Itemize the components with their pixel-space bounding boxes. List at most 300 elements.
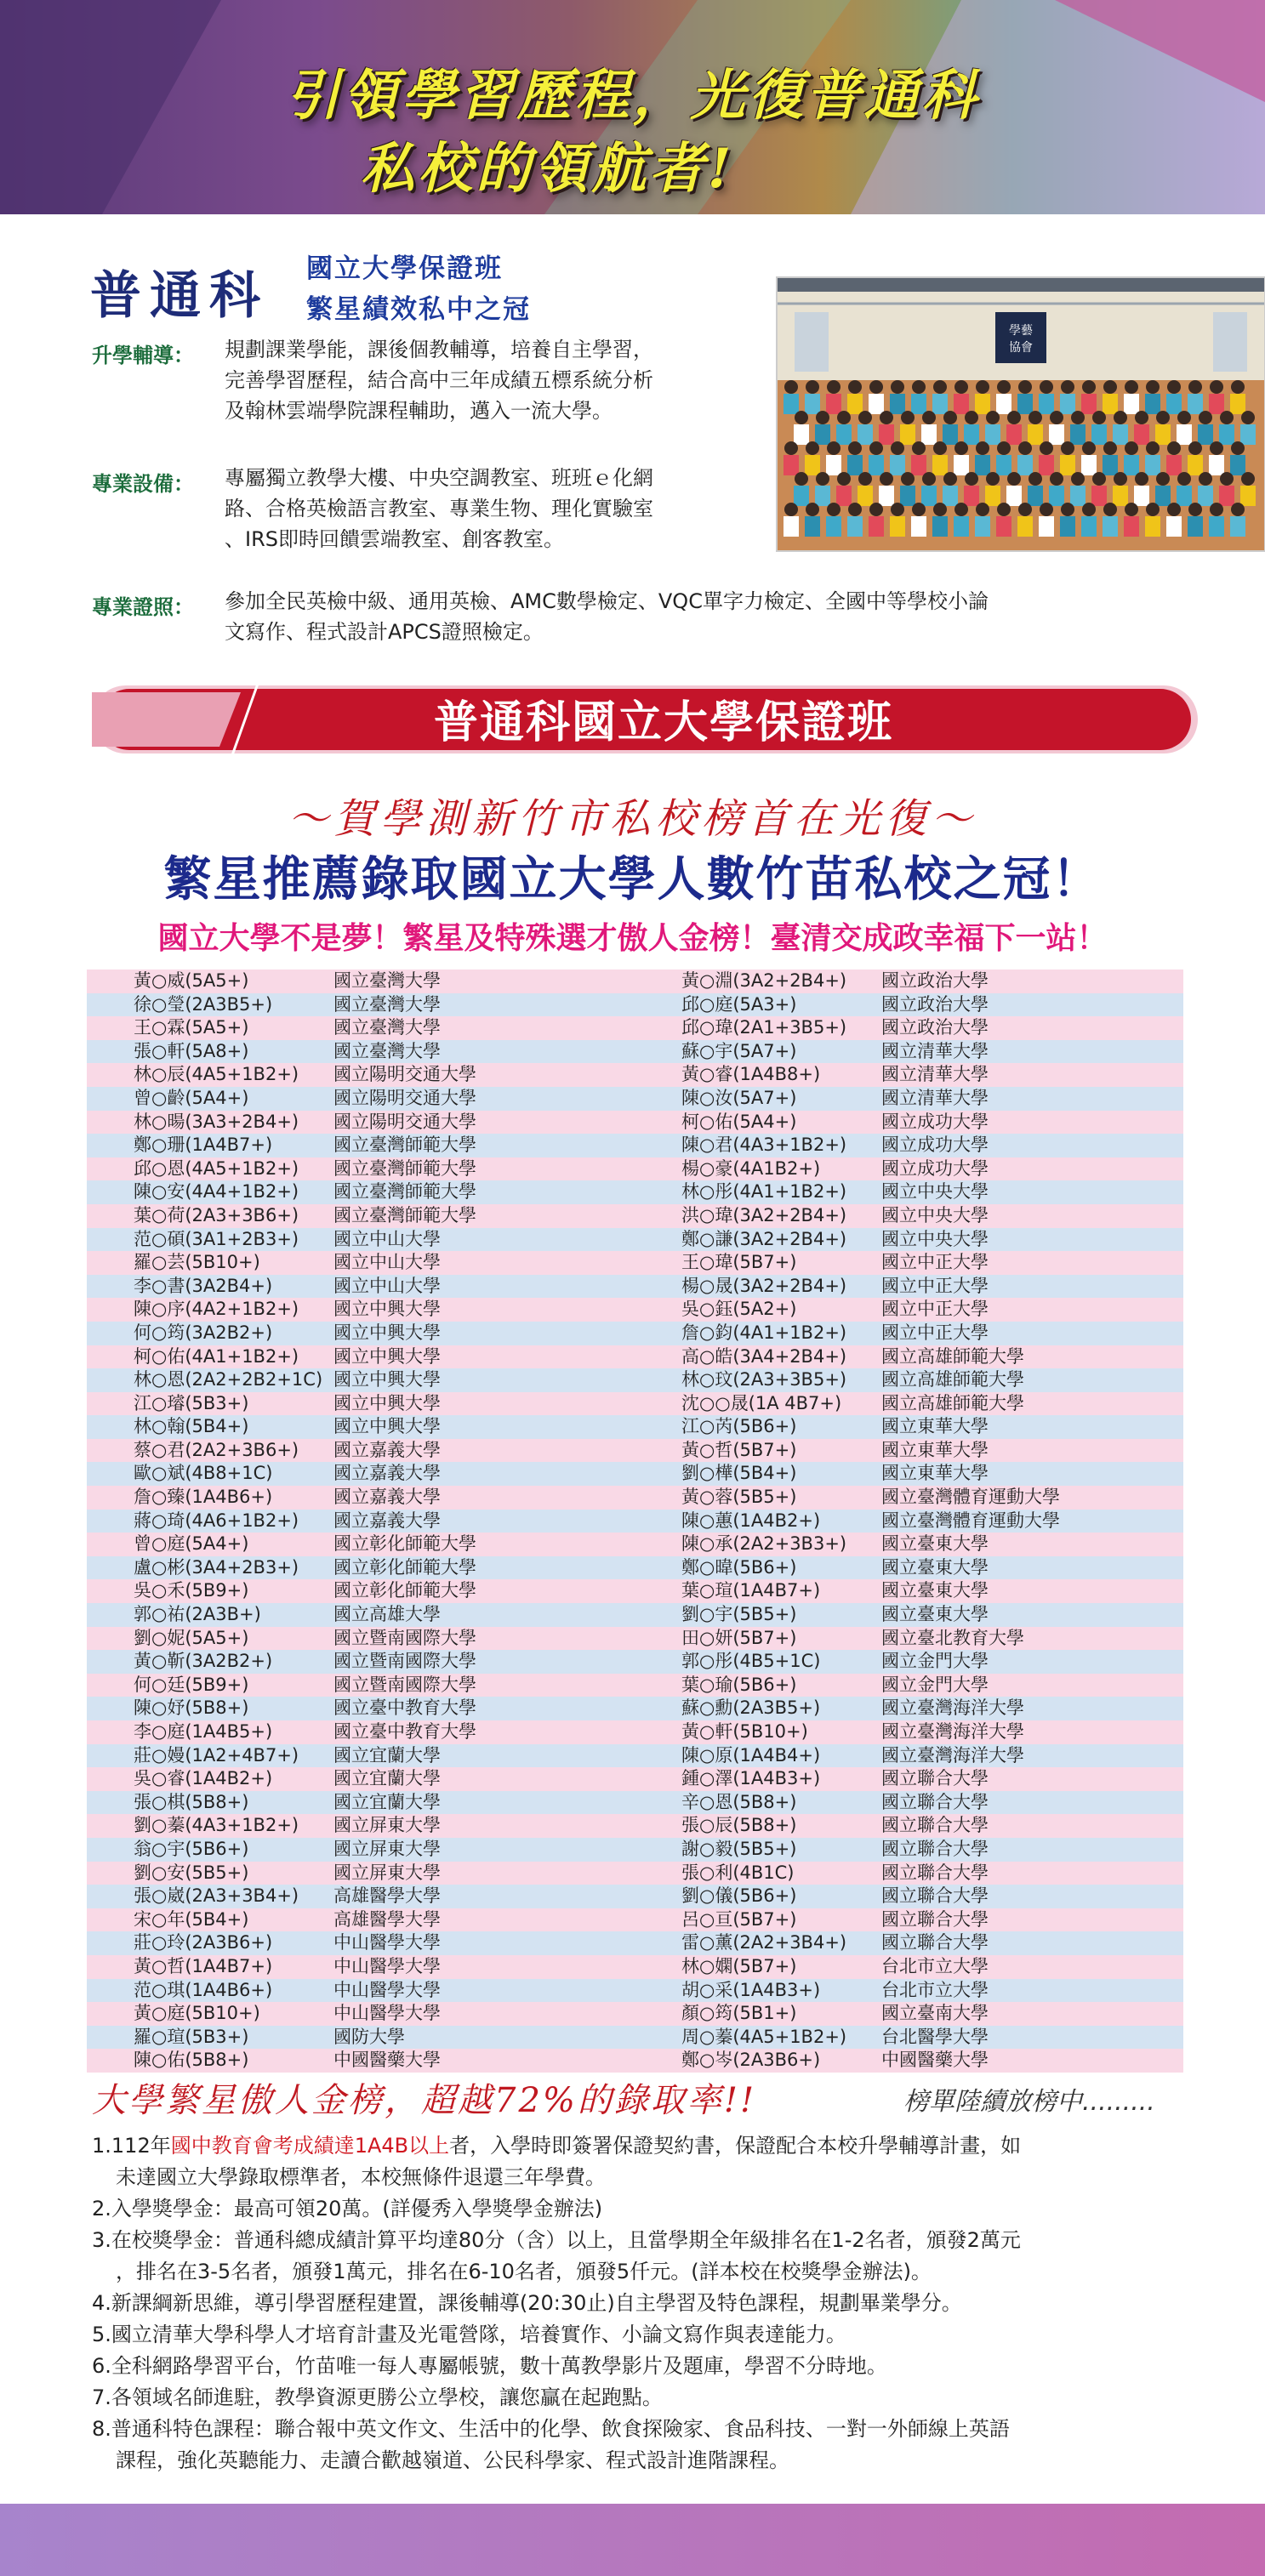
table-row <box>87 1251 635 1275</box>
student-name: 葉○荷(2A3+3B6+) <box>134 1204 299 1225</box>
table-row <box>635 1603 1183 1627</box>
university-name: 中山醫學大學 <box>333 1979 441 2000</box>
feature-text-certification <box>225 586 989 647</box>
student-name: 范○琪(1A4B6+) <box>134 1979 273 2000</box>
university-name: 國立清華大學 <box>881 1087 989 1108</box>
table-row <box>87 1979 635 2003</box>
student-name: 陳○佑(5B8+) <box>134 2050 249 2071</box>
feature-line: 專屬獨立教學大樓、中央空調教室、班班ｅ化網 <box>225 466 653 490</box>
student-name: 陳○君(4A3+1B2+) <box>681 1134 847 1156</box>
student-name: 莊○嫚(1A2+4B7+) <box>134 1744 299 1766</box>
footer-bar <box>0 2504 1265 2576</box>
table-row <box>87 1556 635 1580</box>
table-row <box>635 1345 1183 1369</box>
table-row <box>635 2026 1183 2050</box>
table-row <box>87 1087 635 1111</box>
student-name: 黃○威(5A5+) <box>134 970 249 991</box>
note-2: 2.入學獎學金：最高可領20萬。(詳優秀入學獎學金辦法) <box>92 2197 603 2221</box>
table-row <box>87 1885 635 1908</box>
table-row <box>635 1322 1183 1345</box>
note-6: 6.全科網路學習平台，竹苗唯一每人專屬帳號，數十萬教學影片及題庫，學習不分時地。 <box>92 2354 887 2378</box>
university-name: 高雄醫學大學 <box>333 1908 441 1930</box>
student-name: 柯○佑(4A1+1B2+) <box>134 1345 299 1367</box>
student-name: 蔣○琦(4A6+1B2+) <box>134 1510 299 1531</box>
university-name: 國立臺東大學 <box>881 1580 989 1601</box>
university-name: 國立臺灣大學 <box>333 993 441 1015</box>
university-name: 國立臺灣大學 <box>333 1017 441 1038</box>
student-name: 邱○恩(4A5+1B2+) <box>134 1157 299 1179</box>
university-name: 國立高雄大學 <box>333 1604 441 1625</box>
university-name: 國立臺灣海洋大學 <box>881 1721 1024 1742</box>
university-name: 國立清華大學 <box>881 1064 989 1085</box>
banner-title <box>0 60 1265 206</box>
student-name: 陳○原(1A4B4+) <box>681 1744 821 1766</box>
table-row <box>635 1204 1183 1228</box>
promo-text: 大學繁星傲人金榜，超越72%的錄取率!! <box>92 2081 757 2120</box>
university-name: 國立金門大學 <box>881 1674 989 1695</box>
university-name: 國立東華大學 <box>881 1416 989 1437</box>
table-row <box>87 1814 635 1838</box>
student-name: 高○皓(3A4+2B4+) <box>681 1345 847 1367</box>
student-name: 柯○佑(5A4+) <box>681 1111 797 1132</box>
table-row <box>635 1627 1183 1651</box>
table-row <box>635 1814 1183 1838</box>
table-row <box>87 1180 635 1204</box>
student-name: 黃○睿(1A4B8+) <box>681 1064 821 1085</box>
university-name: 國立臺灣師範大學 <box>333 1134 476 1156</box>
table-row <box>87 1931 635 1955</box>
note-5: 5.國立清華大學科學人才培育計畫及光電營隊，培養實作、小論文寫作與表達能力。 <box>92 2323 846 2346</box>
student-name: 劉○儀(5B6+) <box>681 1885 797 1907</box>
university-name: 國立聯合大學 <box>881 1932 989 1953</box>
student-name: 林○翰(5B4+) <box>134 1416 249 1437</box>
student-name: 翁○宇(5B6+) <box>134 1838 249 1859</box>
table-row <box>87 1627 635 1651</box>
student-name: 李○書(3A2B4+) <box>134 1275 273 1296</box>
headline: 繁星推薦錄取國立大學人數竹苗私校之冠！ <box>163 852 1102 907</box>
student-name: 劉○樺(5B4+) <box>681 1463 797 1484</box>
more-results-text: 榜單陸續放榜中......... <box>903 2087 1155 2117</box>
table-row <box>635 1838 1183 1862</box>
table-row <box>87 1510 635 1533</box>
table-row <box>635 1510 1183 1533</box>
university-name: 國立聯合大學 <box>881 1838 989 1859</box>
university-name: 國立屏東大學 <box>333 1815 441 1836</box>
student-name: 張○辰(5B8+) <box>681 1815 797 1836</box>
university-name: 國立臺南大學 <box>881 2003 989 2024</box>
table-row <box>635 1697 1183 1720</box>
table-row <box>635 1228 1183 1252</box>
table-row <box>635 1063 1183 1087</box>
university-name: 國立成功大學 <box>881 1111 989 1132</box>
table-row <box>635 1931 1183 1955</box>
student-name: 張○棋(5B8+) <box>134 1791 249 1812</box>
student-name: 雷○薰(2A2+3B4+) <box>681 1932 847 1953</box>
table-row <box>87 1368 635 1392</box>
table-row <box>87 1345 635 1369</box>
student-name: 林○嫻(5B7+) <box>681 1955 797 1976</box>
table-row <box>635 1650 1183 1674</box>
university-name: 國防大學 <box>333 2026 405 2047</box>
table-row <box>635 1486 1183 1510</box>
table-row <box>635 1533 1183 1556</box>
student-name: 楊○晟(3A2+2B4+) <box>681 1275 847 1296</box>
university-name: 國立東華大學 <box>881 1439 989 1460</box>
student-name: 辛○恩(5B8+) <box>681 1791 797 1812</box>
university-name: 國立聯合大學 <box>881 1791 989 1812</box>
table-row <box>635 1180 1183 1204</box>
student-name: 林○辰(4A5+1B2+) <box>134 1064 299 1085</box>
table-row <box>87 1908 635 1932</box>
university-name: 國立聯合大學 <box>881 1885 989 1907</box>
university-name: 國立中山大學 <box>333 1275 441 1296</box>
university-name: 國立暨南國際大學 <box>333 1674 476 1695</box>
student-name: 吳○睿(1A4B2+) <box>134 1768 273 1789</box>
feature-label-guidance: 升學輔導： <box>92 344 194 367</box>
table-row <box>87 1603 635 1627</box>
student-name: 黃○淵(3A2+2B4+) <box>681 970 847 991</box>
student-name: 田○妍(5B7+) <box>681 1627 797 1648</box>
student-name: 王○瑋(5B7+) <box>681 1252 797 1273</box>
student-name: 蘇○宇(5A7+) <box>681 1040 797 1061</box>
table-row <box>635 1040 1183 1064</box>
student-name: 陳○承(2A2+3B3+) <box>681 1533 847 1555</box>
table-row <box>87 1720 635 1744</box>
university-name: 國立中正大學 <box>881 1322 989 1343</box>
table-row <box>87 1111 635 1134</box>
table-row <box>87 1298 635 1322</box>
note-4: 4.新課綱新思維，導引學習歷程建置，課後輔導(20:30止)自主學習及特色課程，規劃畢業學分。 <box>92 2291 962 2315</box>
university-name: 國立中正大學 <box>881 1252 989 1273</box>
university-name: 國立高雄師範大學 <box>881 1345 1024 1367</box>
student-name: 張○崴(2A3+3B4+) <box>134 1885 299 1907</box>
university-name: 國立臺灣大學 <box>333 970 441 991</box>
university-name: 國立清華大學 <box>881 1040 989 1061</box>
feature-line: 規劃課業學能，課後個教輔導，培養自主學習， <box>225 338 653 361</box>
table-row <box>635 1979 1183 2003</box>
table-row <box>87 1322 635 1345</box>
student-name: 陳○妤(5B8+) <box>134 1697 249 1719</box>
student-name: 張○利(4B1C) <box>681 1862 795 1883</box>
table-row <box>87 1767 635 1791</box>
university-name: 國立臺灣體育運動大學 <box>881 1510 1060 1531</box>
university-name: 國立臺灣大學 <box>333 1040 441 1061</box>
table-row <box>635 1275 1183 1299</box>
table-row <box>635 1720 1183 1744</box>
university-name: 國立彰化師範大學 <box>333 1533 476 1555</box>
university-name: 台北市立大學 <box>881 1979 989 2000</box>
university-name: 國立聯合大學 <box>881 1862 989 1883</box>
university-name: 國立嘉義大學 <box>333 1439 441 1460</box>
table-row <box>87 1228 635 1252</box>
table-row <box>635 993 1183 1017</box>
table-row <box>87 1697 635 1720</box>
student-name: 謝○毅(5B5+) <box>681 1838 797 1859</box>
table-row <box>87 1674 635 1697</box>
table-row <box>87 2049 635 2073</box>
university-name: 國立成功大學 <box>881 1134 989 1156</box>
student-name: 宋○年(5B4+) <box>134 1908 249 1930</box>
table-row <box>87 1415 635 1439</box>
table-row <box>635 1862 1183 1885</box>
student-name: 邱○庭(5A3+) <box>681 993 797 1015</box>
table-row <box>87 1838 635 1862</box>
table-row <box>87 1462 635 1486</box>
university-name: 國立暨南國際大學 <box>333 1651 476 1672</box>
university-name: 國立臺東大學 <box>881 1604 989 1625</box>
student-name: 羅○瑄(5B3+) <box>134 2026 249 2047</box>
university-name: 國立臺灣師範大學 <box>333 1204 476 1225</box>
university-name: 國立中央大學 <box>881 1181 989 1203</box>
university-name: 高雄醫學大學 <box>333 1885 441 1907</box>
university-name: 國立屏東大學 <box>333 1838 441 1859</box>
table-row <box>87 1533 635 1556</box>
student-name: 黃○庭(5B10+) <box>134 2003 260 2024</box>
table-row <box>87 2026 635 2050</box>
table-row <box>635 1111 1183 1134</box>
feature-line: 、IRS即時回饋雲端教室、創客教室。 <box>225 527 564 551</box>
table-row <box>635 1298 1183 1322</box>
university-name: 國立政治大學 <box>881 993 989 1015</box>
group-photo-illustration <box>778 278 1264 550</box>
university-name: 國立東華大學 <box>881 1463 989 1484</box>
university-name: 國立中央大學 <box>881 1228 989 1249</box>
table-row <box>87 2002 635 2026</box>
student-name: 葉○瑜(5B6+) <box>681 1674 797 1695</box>
table-row <box>635 1791 1183 1815</box>
student-name: 葉○瑄(1A4B7+) <box>681 1580 821 1601</box>
student-name: 蘇○勳(2A3B5+) <box>681 1697 821 1719</box>
student-name: 曾○庭(5A4+) <box>134 1533 249 1555</box>
subheadline: 國立大學不是夢！繁星及特殊選才傲人金榜！臺清交成政幸福下一站！ <box>157 921 1108 956</box>
student-name: 黃○哲(5B7+) <box>681 1439 797 1460</box>
table-row <box>635 1157 1183 1181</box>
university-name: 國立陽明交通大學 <box>333 1064 476 1085</box>
student-name: 江○璿(5B3+) <box>134 1392 249 1413</box>
banner-title-line1: 引領學習歷程，光復普通科 <box>285 64 980 128</box>
student-name: 詹○臻(1A4B6+) <box>134 1487 273 1508</box>
table-row <box>87 1955 635 1979</box>
university-name: 國立中山大學 <box>333 1228 441 1249</box>
student-name: 吳○鈺(5A2+) <box>681 1299 797 1320</box>
student-name: 顏○筠(5B1+) <box>681 2003 797 2024</box>
university-name: 國立中興大學 <box>333 1392 441 1413</box>
university-name: 國立中興大學 <box>333 1322 441 1343</box>
university-name: 國立政治大學 <box>881 970 989 991</box>
student-name: 呂○亘(5B7+) <box>681 1908 797 1930</box>
university-name: 中山醫學大學 <box>333 2003 441 2024</box>
university-name: 國立臺東大學 <box>881 1533 989 1555</box>
table-row <box>635 1955 1183 1979</box>
university-name: 國立高雄師範大學 <box>881 1369 1024 1390</box>
table-row <box>635 1415 1183 1439</box>
student-name: 李○庭(1A4B5+) <box>134 1721 273 1742</box>
university-name: 國立聯合大學 <box>881 1768 989 1789</box>
table-row <box>87 1791 635 1815</box>
results-table-right <box>635 970 1183 2073</box>
university-name: 國立成功大學 <box>881 1157 989 1179</box>
table-row <box>635 1908 1183 1932</box>
table-row <box>635 1134 1183 1157</box>
table-row <box>635 1462 1183 1486</box>
table-row <box>87 1392 635 1416</box>
feature-label-certification: 專業證照： <box>92 595 194 619</box>
student-name: 劉○宇(5B5+) <box>681 1604 797 1625</box>
student-name: 陳○序(4A2+1B2+) <box>134 1299 299 1320</box>
results-table-left <box>87 970 635 2073</box>
student-name: 劉○安(5B5+) <box>134 1862 249 1883</box>
university-name: 國立嘉義大學 <box>333 1510 441 1531</box>
university-name: 國立陽明交通大學 <box>333 1111 476 1132</box>
photo-sign-text: 學藝 <box>1009 324 1033 338</box>
student-name: 范○碩(3A1+2B3+) <box>134 1228 299 1249</box>
university-name: 國立臺東大學 <box>881 1556 989 1578</box>
table-row <box>635 1556 1183 1580</box>
student-name: 洪○瑋(3A2+2B4+) <box>681 1204 847 1225</box>
student-name: 林○恩(2A2+2B2+1C) <box>134 1369 323 1390</box>
university-name: 國立中興大學 <box>333 1299 441 1320</box>
table-row <box>87 1862 635 1885</box>
table-row <box>635 1439 1183 1463</box>
student-name: 盧○彬(3A4+2B3+) <box>134 1556 299 1578</box>
slogan-guarantee: 國立大學保證班 <box>306 253 503 284</box>
university-name: 國立彰化師範大學 <box>333 1556 476 1578</box>
student-name: 黃○哲(1A4B7+) <box>134 1955 273 1976</box>
table-row <box>635 1368 1183 1392</box>
university-name: 國立政治大學 <box>881 1017 989 1038</box>
student-name: 郭○彤(4B5+1C) <box>681 1651 821 1672</box>
table-row <box>87 1040 635 1064</box>
university-name: 國立臺灣師範大學 <box>333 1181 476 1203</box>
table-row <box>635 1087 1183 1111</box>
student-name: 黃○軒(5B10+) <box>681 1721 808 1742</box>
student-name: 陳○汝(5A7+) <box>681 1087 797 1108</box>
student-name: 沈○○晟(1A 4B7+) <box>681 1392 842 1413</box>
feature-line: 路、合格英檢語言教室、專業生物、理化實驗室 <box>225 497 653 520</box>
student-name: 黃○靳(3A2B2+) <box>134 1651 273 1672</box>
student-name: 楊○豪(4A1B2+) <box>681 1157 821 1179</box>
table-row <box>87 1439 635 1463</box>
university-name: 國立臺中教育大學 <box>333 1721 476 1742</box>
student-name: 張○軒(5A8+) <box>134 1040 249 1061</box>
feature-line: 參加全民英檢中級、通用英檢、AMC數學檢定、VQC單字力檢定、全國中等學校小論 <box>225 589 989 613</box>
student-name: 林○玟(2A3+3B5+) <box>681 1369 847 1390</box>
table-row <box>635 970 1183 993</box>
feature-text-equipment <box>225 463 653 554</box>
note-7: 7.各領域名師進駐，教學資源更勝公立學校，讓您贏在起跑點。 <box>92 2386 663 2409</box>
student-name: 邱○瑋(2A1+3B5+) <box>681 1017 847 1038</box>
table-row <box>635 1885 1183 1908</box>
student-name: 陳○安(4A4+1B2+) <box>134 1181 299 1203</box>
table-row <box>635 2002 1183 2026</box>
university-name: 國立臺灣海洋大學 <box>881 1697 1024 1719</box>
university-name: 台北市立大學 <box>881 1955 989 1976</box>
table-row <box>635 1767 1183 1791</box>
university-name: 國立聯合大學 <box>881 1908 989 1930</box>
university-name: 國立臺灣師範大學 <box>333 1157 476 1179</box>
congrats-banner: ～賀學測新竹市私校榜首在光復～ <box>288 795 977 843</box>
university-name: 國立中興大學 <box>333 1345 441 1367</box>
university-name: 中山醫學大學 <box>333 1955 441 1976</box>
table-row <box>87 1157 635 1181</box>
student-name: 何○筠(3A2B2+) <box>134 1322 273 1343</box>
table-row <box>87 1579 635 1603</box>
class-group-photo <box>776 276 1265 552</box>
university-name: 國立屏東大學 <box>333 1862 441 1883</box>
student-name: 陳○蕙(1A4B2+) <box>681 1510 821 1531</box>
banner-title-line2: 私校的領航者! <box>360 137 735 201</box>
student-name: 莊○玲(2A3B6+) <box>134 1932 273 1953</box>
feature-line: 完善學習歷程，結合高中三年成績五標系統分析 <box>225 368 653 392</box>
svg-text:協會: 協會 <box>1009 341 1033 355</box>
university-name: 國立中央大學 <box>881 1204 989 1225</box>
table-row <box>635 1251 1183 1275</box>
university-name: 國立嘉義大學 <box>333 1487 441 1508</box>
student-name: 鍾○澤(1A4B3+) <box>681 1768 821 1789</box>
university-name: 台北醫學大學 <box>881 2026 989 2047</box>
table-row <box>87 1134 635 1157</box>
student-name: 何○廷(5B9+) <box>134 1674 249 1695</box>
student-name: 鄭○珊(1A4B7+) <box>134 1134 273 1156</box>
university-name: 中山醫學大學 <box>333 1932 441 1953</box>
note-3: 3.在校獎學金：普通科總成績計算平均達80分（含）以上，且當學期全年級排名在1-2名者，頒發2萬元 ，排名在3-5名者，頒發1萬元，排名在6-10名者，頒發5仟元。(詳本校在校獎學金辦法)。 <box>92 2228 1021 2283</box>
student-name: 歐○斌(4B8+1C) <box>134 1463 273 1484</box>
department-name: 普通科 <box>90 266 269 326</box>
university-name: 國立中山大學 <box>333 1252 441 1273</box>
university-name: 國立宜蘭大學 <box>333 1791 441 1812</box>
table-row <box>87 993 635 1017</box>
table-row <box>87 1016 635 1040</box>
student-name: 胡○采(1A4B3+) <box>681 1979 821 2000</box>
university-name: 國立高雄師範大學 <box>881 1392 1024 1413</box>
student-name: 劉○妮(5A5+) <box>134 1627 249 1648</box>
student-name: 周○蓁(4A5+1B2+) <box>681 2026 847 2047</box>
table-row <box>87 970 635 993</box>
feature-label-equipment: 專業設備： <box>92 472 194 496</box>
university-name: 國立金門大學 <box>881 1651 989 1672</box>
university-name: 國立臺北教育大學 <box>881 1627 1024 1648</box>
student-name: 羅○芸(5B10+) <box>134 1252 260 1273</box>
student-name: 吳○禾(5B9+) <box>134 1580 249 1601</box>
table-row <box>87 1204 635 1228</box>
student-name: 曾○齡(5A4+) <box>134 1087 249 1108</box>
student-name: 林○暘(3A3+2B4+) <box>134 1111 299 1132</box>
student-name: 詹○鈞(4A1+1B2+) <box>681 1322 847 1343</box>
table-row <box>635 1392 1183 1416</box>
student-name: 鄭○謙(3A2+2B4+) <box>681 1228 847 1249</box>
university-name: 國立臺中教育大學 <box>333 1697 476 1719</box>
feature-line: 文寫作、程式設計APCS證照檢定。 <box>225 620 544 644</box>
table-row <box>635 1016 1183 1040</box>
university-name: 國立嘉義大學 <box>333 1463 441 1484</box>
table-row <box>87 1744 635 1768</box>
university-name: 國立聯合大學 <box>881 1815 989 1836</box>
note-1: 1.112年國中教育會考成績達1A4B以上者，入學時即簽署保證契約書，保證配合本校升學輔導計畫，如 未達國立大學錄取標準者，本校無條件退還三年學費。 <box>92 2134 1022 2189</box>
student-name: 黃○蓉(5B5+) <box>681 1487 797 1508</box>
university-name: 國立臺灣海洋大學 <box>881 1744 1024 1766</box>
note-highlight: 國中教育會考成績達1A4B以上 <box>170 2134 450 2158</box>
university-name: 中國醫藥大學 <box>881 2050 989 2071</box>
table-row <box>635 1744 1183 1768</box>
university-name: 國立中興大學 <box>333 1416 441 1437</box>
university-name: 國立彰化師範大學 <box>333 1580 476 1601</box>
note-8: 8.普通科特色課程：聯合報中英文作文、生活中的化學、飲食探險家、食品科技、一對一外師線上英語 課程，強化英聽能力、走讀合歡越嶺道、公民科學家、程式設計進階課程。 <box>92 2417 1010 2472</box>
university-name: 國立陽明交通大學 <box>333 1087 476 1108</box>
table-row <box>87 1275 635 1299</box>
table-row <box>635 2049 1183 2073</box>
table-row <box>87 1063 635 1087</box>
university-name: 國立中興大學 <box>333 1369 441 1390</box>
